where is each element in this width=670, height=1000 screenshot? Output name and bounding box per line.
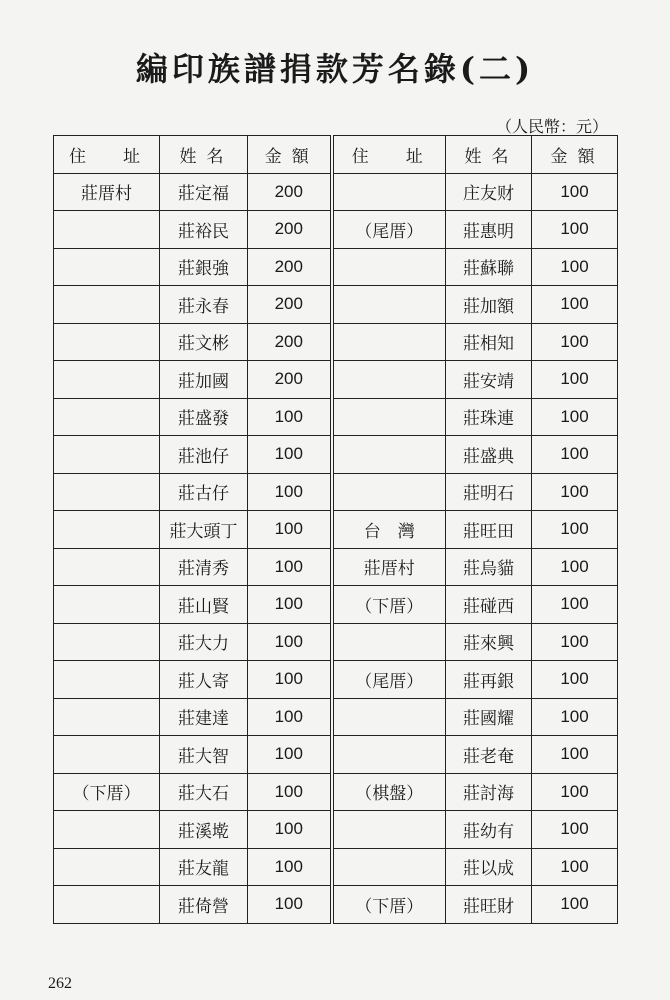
amount-cell: 100 <box>248 736 332 774</box>
name-cell-2: 莊安靖 <box>446 361 532 399</box>
amount-cell: 100 <box>248 848 332 886</box>
name-cell: 莊溪墘 <box>160 811 248 849</box>
amount-cell: 100 <box>248 661 332 699</box>
address-cell: 莊厝村 <box>54 173 160 211</box>
name-cell-2: 莊討海 <box>446 773 532 811</box>
name-cell-2: 莊烏貓 <box>446 548 532 586</box>
address-cell <box>54 248 160 286</box>
name-cell: 莊永春 <box>160 286 248 324</box>
address-cell <box>54 698 160 736</box>
amount-cell-2: 100 <box>532 248 618 286</box>
amount-cell-2: 100 <box>532 286 618 324</box>
name-cell: 莊古仔 <box>160 473 248 511</box>
address-cell <box>54 548 160 586</box>
address-cell: （下厝） <box>54 773 160 811</box>
address-cell <box>54 586 160 624</box>
name-cell: 莊大頭丁 <box>160 511 248 549</box>
address-cell <box>54 736 160 774</box>
amount-cell: 200 <box>248 248 332 286</box>
address-cell-2 <box>332 623 446 661</box>
name-cell-2: 莊明石 <box>446 473 532 511</box>
amount-cell-2: 100 <box>532 736 618 774</box>
name-cell-2: 莊旺財 <box>446 886 532 924</box>
table-row <box>54 286 618 324</box>
address-cell-2 <box>332 323 446 361</box>
amount-cell-2: 100 <box>532 398 618 436</box>
page-number: 262 <box>48 975 72 992</box>
amount-cell: 100 <box>248 811 332 849</box>
amount-cell: 200 <box>248 361 332 399</box>
name-cell-2: 莊旺田 <box>446 511 532 549</box>
address-cell-2 <box>332 248 446 286</box>
address-cell <box>54 436 160 474</box>
address-cell-2: （尾厝） <box>332 661 446 699</box>
amount-cell: 100 <box>248 586 332 624</box>
amount-cell-2: 100 <box>532 886 618 924</box>
address-cell <box>54 886 160 924</box>
table-row <box>54 173 618 211</box>
name-cell: 莊文彬 <box>160 323 248 361</box>
amount-cell: 100 <box>248 548 332 586</box>
name-cell-2: 莊碰西 <box>446 586 532 624</box>
amount-cell: 100 <box>248 623 332 661</box>
address-cell-2 <box>332 811 446 849</box>
name-cell: 莊大力 <box>160 623 248 661</box>
table-row <box>54 773 618 811</box>
name-cell: 莊倚營 <box>160 886 248 924</box>
amount-cell: 200 <box>248 173 332 211</box>
name-cell-2: 莊蘇聯 <box>446 248 532 286</box>
table-header-row <box>54 136 618 174</box>
name-cell-2: 莊再銀 <box>446 661 532 699</box>
amount-cell-2: 100 <box>532 811 618 849</box>
column-header-address: 住 址 <box>54 136 160 174</box>
name-cell-2: 莊來興 <box>446 623 532 661</box>
name-cell-2: 庄友财 <box>446 173 532 211</box>
name-cell-2: 莊惠明 <box>446 211 532 249</box>
column-header-name-2: 姓名 <box>446 136 532 174</box>
name-cell: 莊池仔 <box>160 436 248 474</box>
table-row <box>54 736 618 774</box>
amount-cell-2: 100 <box>532 698 618 736</box>
donor-table <box>53 135 618 924</box>
name-cell: 莊人寄 <box>160 661 248 699</box>
amount-cell-2: 100 <box>532 511 618 549</box>
amount-cell-2: 100 <box>532 848 618 886</box>
address-cell <box>54 848 160 886</box>
address-cell-2: （棋盤） <box>332 773 446 811</box>
table-row <box>54 511 618 549</box>
table-row <box>54 361 618 399</box>
name-cell: 莊裕民 <box>160 211 248 249</box>
page-title: 編印族譜捐款芳名錄(二) <box>135 50 535 88</box>
table-row <box>54 436 618 474</box>
amount-cell-2: 100 <box>532 211 618 249</box>
table-row <box>54 248 618 286</box>
address-cell-2 <box>332 698 446 736</box>
name-cell-2: 莊加額 <box>446 286 532 324</box>
amount-cell: 100 <box>248 436 332 474</box>
address-cell-2 <box>332 286 446 324</box>
address-cell <box>54 811 160 849</box>
name-cell: 莊大智 <box>160 736 248 774</box>
address-cell <box>54 286 160 324</box>
address-cell <box>54 511 160 549</box>
currency-unit-note: （人民幣：元） <box>495 117 608 136</box>
address-cell <box>54 211 160 249</box>
name-cell-2: 莊老奄 <box>446 736 532 774</box>
name-cell: 莊加國 <box>160 361 248 399</box>
amount-cell-2: 100 <box>532 436 618 474</box>
address-cell <box>54 398 160 436</box>
amount-cell: 200 <box>248 323 332 361</box>
name-cell-2: 莊國耀 <box>446 698 532 736</box>
amount-cell-2: 100 <box>532 323 618 361</box>
name-cell: 莊清秀 <box>160 548 248 586</box>
name-cell-2: 莊盛典 <box>446 436 532 474</box>
table-row <box>54 548 618 586</box>
column-header-address-2: 住 址 <box>332 136 446 174</box>
amount-cell-2: 100 <box>532 586 618 624</box>
amount-cell: 100 <box>248 773 332 811</box>
table-row <box>54 586 618 624</box>
name-cell: 莊盛發 <box>160 398 248 436</box>
donor-table-body <box>54 173 618 923</box>
column-header-amount: 金額 <box>248 136 332 174</box>
column-header-amount-2: 金額 <box>532 136 618 174</box>
address-cell-2 <box>332 398 446 436</box>
address-cell-2 <box>332 848 446 886</box>
amount-cell: 100 <box>248 886 332 924</box>
address-cell-2 <box>332 736 446 774</box>
name-cell: 莊定福 <box>160 173 248 211</box>
table-row <box>54 473 618 511</box>
address-cell-2: （下厝） <box>332 586 446 624</box>
amount-cell-2: 100 <box>532 361 618 399</box>
address-cell <box>54 661 160 699</box>
address-cell <box>54 361 160 399</box>
name-cell: 莊山賢 <box>160 586 248 624</box>
name-cell-2: 莊幼有 <box>446 811 532 849</box>
table-row <box>54 398 618 436</box>
address-cell-2: 莊厝村 <box>332 548 446 586</box>
amount-cell-2: 100 <box>532 773 618 811</box>
address-cell <box>54 473 160 511</box>
address-cell <box>54 623 160 661</box>
amount-cell: 200 <box>248 286 332 324</box>
table-row <box>54 211 618 249</box>
amount-cell-2: 100 <box>532 548 618 586</box>
address-cell-2: （下厝） <box>332 886 446 924</box>
name-cell-2: 莊相知 <box>446 323 532 361</box>
name-cell: 莊友龍 <box>160 848 248 886</box>
table-row <box>54 886 618 924</box>
amount-cell: 200 <box>248 211 332 249</box>
name-cell: 莊建達 <box>160 698 248 736</box>
amount-cell-2: 100 <box>532 473 618 511</box>
address-cell-2 <box>332 173 446 211</box>
amount-cell-2: 100 <box>532 173 618 211</box>
amount-cell: 100 <box>248 698 332 736</box>
address-cell-2 <box>332 436 446 474</box>
amount-cell: 100 <box>248 473 332 511</box>
address-cell <box>54 323 160 361</box>
amount-cell-2: 100 <box>532 661 618 699</box>
name-cell: 莊銀強 <box>160 248 248 286</box>
table-row <box>54 323 618 361</box>
name-cell-2: 莊珠連 <box>446 398 532 436</box>
address-cell-2: 台 灣 <box>332 511 446 549</box>
name-cell: 莊大石 <box>160 773 248 811</box>
amount-cell: 100 <box>248 511 332 549</box>
table-row <box>54 698 618 736</box>
address-cell-2 <box>332 361 446 399</box>
table-row <box>54 811 618 849</box>
table-row <box>54 623 618 661</box>
address-cell-2: （尾厝） <box>332 211 446 249</box>
amount-cell-2: 100 <box>532 623 618 661</box>
table-row <box>54 661 618 699</box>
name-cell-2: 莊以成 <box>446 848 532 886</box>
table-row <box>54 848 618 886</box>
column-header-name: 姓名 <box>160 136 248 174</box>
address-cell-2 <box>332 473 446 511</box>
amount-cell: 100 <box>248 398 332 436</box>
